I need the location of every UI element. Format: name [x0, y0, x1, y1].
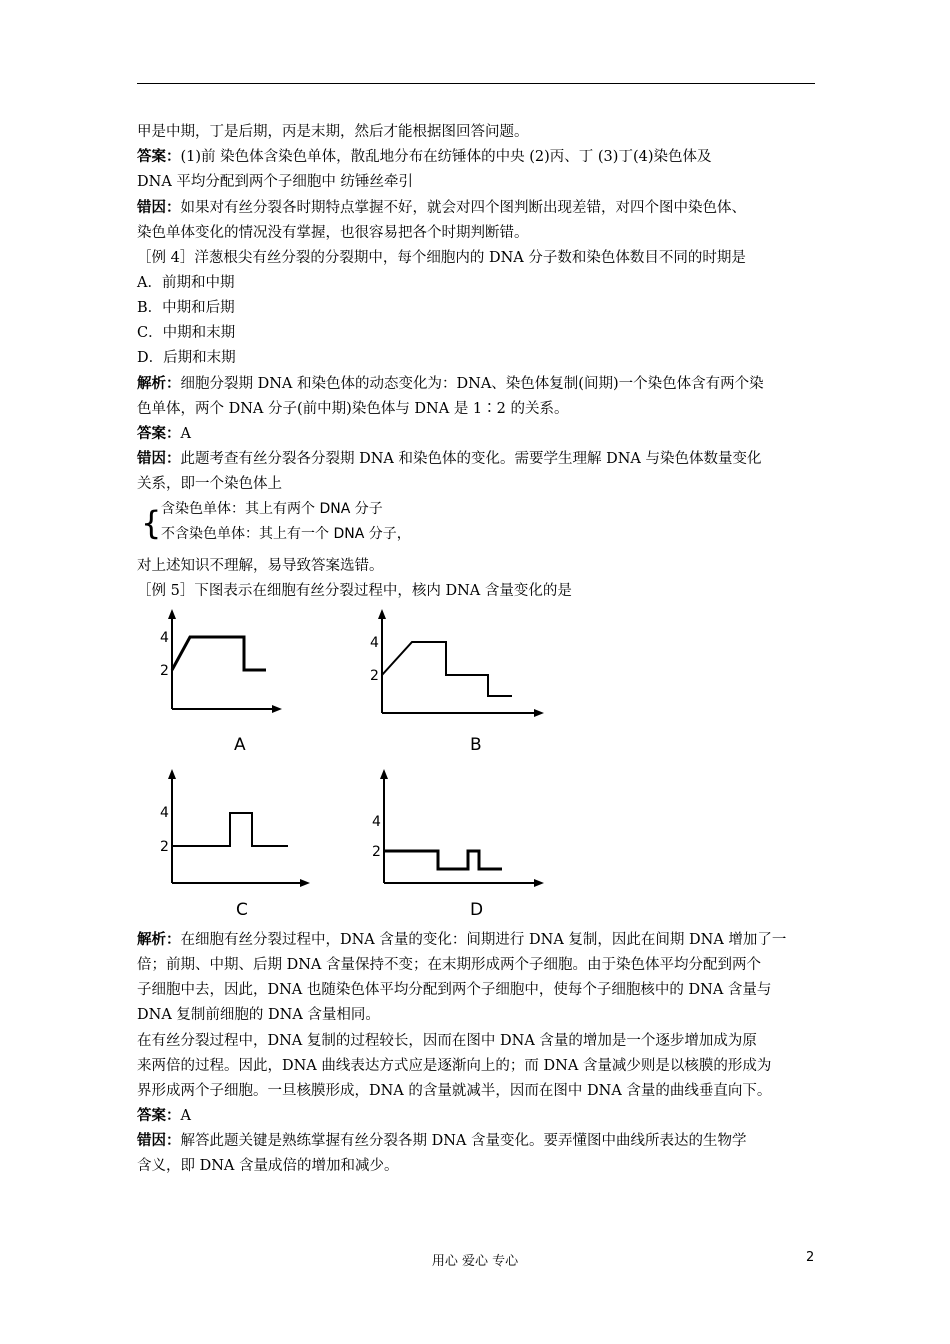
header-rule	[137, 83, 815, 84]
analysis-label: 解析：	[137, 376, 181, 392]
question-line: ［例 5］下图表示在细胞有丝分裂过程中，核内 DNA 含量变化的是	[137, 583, 572, 599]
text-line: 来两倍的过程。因此，DNA 曲线表达方式应是逐渐向上的；而 DNA 含量减少则是以核膜的形成为	[137, 1058, 772, 1074]
x-arrow	[534, 709, 544, 717]
tick-4: 4	[372, 814, 381, 830]
text-line: 界形成两个子细胞。一旦核膜形成，DNA 的含量就减半，因而在图中 DNA 含量的曲线垂直向下。	[137, 1083, 772, 1099]
dna-curve	[172, 637, 266, 670]
error-line: 错因：此题考查有丝分裂各分裂期 DNA 和染色体的变化。需要学生理解 DNA 与染色体数量变化	[137, 451, 762, 467]
answer-label: 答案：	[137, 149, 181, 165]
page-number: 2	[806, 1250, 815, 1265]
question-line: ［例 4］洋葱根尖有丝分裂的分裂期中，每个细胞内的 DNA 分子数和染色体数目不同的时期是	[137, 250, 746, 266]
error-line: 错因：如果对有丝分裂各时期特点掌握不好，就会对四个图判断出现差错，对四个图中染色体、	[137, 200, 746, 216]
tick-4: 4	[160, 805, 169, 821]
analysis-line: 解析：在细胞有丝分裂过程中，DNA 含量的变化：间期进行 DNA 复制，因此在间期 DNA 增加了一	[137, 932, 787, 948]
brace-symbol: {	[141, 504, 162, 542]
graph-a	[150, 605, 290, 755]
answer-label: 答案：	[137, 1108, 181, 1124]
tick-2: 2	[370, 668, 379, 684]
dna-curve	[382, 642, 512, 696]
answer-label: 答案：	[137, 426, 181, 442]
answer-line: 答案：A	[137, 426, 191, 442]
text-line: 倍；前期、中期、后期 DNA 含量保持不变；在末期形成两个子细胞。由于染色体平均分配到两个	[137, 957, 761, 973]
analysis-label: 解析：	[137, 932, 181, 948]
analysis-line: 解析：细胞分裂期 DNA 和染色体的动态变化为：DNA、染色体复制(间期)一个染色体含有两个染	[137, 376, 764, 392]
tick-2: 2	[160, 663, 169, 679]
text-line: 子细胞中去，因此，DNA 也随染色体平均分配到两个子细胞中，使每个子细胞核中的 DNA 含量与	[137, 982, 772, 998]
tick-2: 2	[160, 839, 169, 855]
answer-line: 答案：(1)前 染色体含染色单体，散乱地分布在纺锤体的中央 (2)丙、丁 (3)丁(4)染色体及	[137, 149, 712, 165]
graph-b	[360, 605, 550, 755]
error-line: 错因：解答此题关键是熟练掌握有丝分裂各期 DNA 含量变化。要弄懂图中曲线所表达的生物学	[137, 1133, 747, 1149]
text-line: 染色单体变化的情况没有掌握，也很容易把各个时期判断错。	[137, 225, 529, 241]
graph-a-label: A	[234, 735, 246, 755]
graph-c-label: C	[236, 900, 248, 920]
tick-2: 2	[372, 844, 381, 860]
text-line: DNA 平均分配到两个子细胞中 纺锤丝牵引	[137, 174, 414, 190]
option-b: B．中期和后期	[137, 300, 235, 316]
option-a: A．前期和中期	[137, 275, 235, 291]
y-arrow	[168, 609, 176, 619]
graph-c	[150, 765, 320, 925]
y-arrow	[378, 609, 386, 619]
graph-b-label: B	[470, 735, 482, 755]
bracket-item-2: 不含染色单体：其上有一个 DNA 分子，	[161, 526, 411, 542]
text-line: DNA 复制前细胞的 DNA 含量相同。	[137, 1007, 380, 1023]
text-line: 在有丝分裂过程中，DNA 复制的过程较长，因而在图中 DNA 含量的增加是一个逐步增加成为原	[137, 1033, 757, 1049]
error-label: 错因：	[137, 1133, 181, 1149]
graph-d-label: D	[470, 900, 484, 920]
tick-4: 4	[370, 635, 379, 651]
bracket-item-1: 含染色单体：其上有两个 DNA 分子	[161, 501, 383, 517]
x-arrow	[300, 879, 310, 887]
dna-curve	[172, 813, 288, 846]
answer-line: 答案：A	[137, 1108, 191, 1124]
footer-text: 用心 爱心 专心	[431, 1254, 519, 1269]
x-arrow	[534, 879, 544, 887]
text-line: 对上述知识不理解，易导致答案选错。	[137, 558, 384, 574]
error-label: 错因：	[137, 451, 181, 467]
y-arrow	[380, 769, 388, 779]
text-line: 甲是中期，丁是后期，丙是末期，然后才能根据图回答问题。	[137, 124, 529, 140]
error-label: 错因：	[137, 200, 181, 216]
dna-curve	[384, 851, 502, 869]
y-arrow	[168, 769, 176, 779]
option-d: D．后期和末期	[137, 350, 236, 366]
tick-4: 4	[160, 630, 169, 646]
x-arrow	[272, 705, 282, 713]
graph-d	[362, 765, 552, 925]
text-line: 色单体，两个 DNA 分子(前中期)染色体与 DNA 是 1∶2 的关系。	[137, 401, 569, 417]
text-line: 含义，即 DNA 含量成倍的增加和减少。	[137, 1158, 399, 1174]
text-line: 关系，即一个染色体上	[137, 476, 282, 492]
option-c: C．中期和末期	[137, 325, 236, 341]
